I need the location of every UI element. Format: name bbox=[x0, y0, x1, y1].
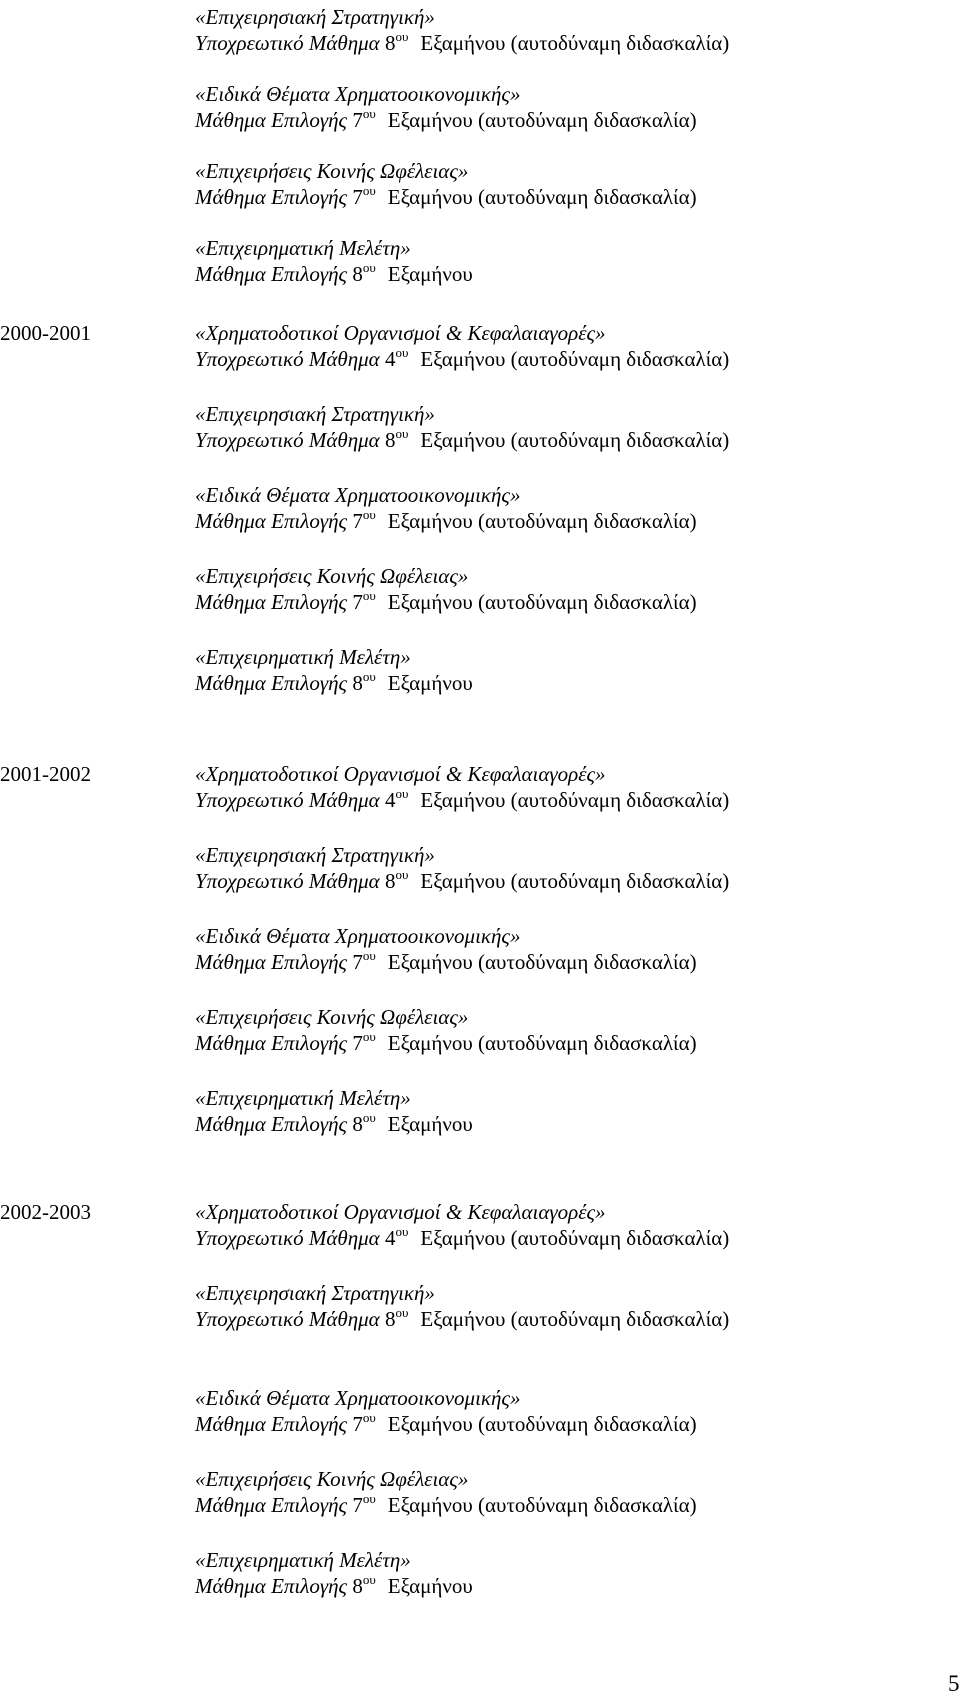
course-entry bbox=[195, 482, 697, 534]
course-type: Υποχρεωτικό Μάθημα bbox=[195, 1307, 380, 1331]
ordinal-suffix: ου bbox=[395, 345, 409, 360]
course-title: «Ειδικά Θέματα Χρηματοοικονομικής» bbox=[195, 82, 521, 106]
course-entry bbox=[195, 235, 473, 287]
semester-note: Εξαμήνου (αυτοδύναμη διδασκαλία) bbox=[387, 1412, 697, 1436]
academic-year: 2000-2001 bbox=[0, 321, 91, 345]
semester-number: 7 bbox=[347, 509, 363, 533]
course-title: «Επιχειρήσεις Κοινής Ωφέλειας» bbox=[195, 159, 469, 183]
course-title: «Επιχειρηματική Μελέτη» bbox=[195, 645, 411, 669]
semester-number: 7 bbox=[347, 1031, 363, 1055]
semester-note: Εξαμήνου (αυτοδύναμη διδασκαλία) bbox=[387, 1493, 697, 1517]
course-description bbox=[195, 670, 473, 696]
course-entry bbox=[195, 644, 473, 696]
course-type: Υποχρεωτικό Μάθημα bbox=[195, 788, 380, 812]
course-description bbox=[195, 787, 729, 813]
ordinal-suffix: ου bbox=[395, 426, 409, 441]
course-description bbox=[195, 427, 729, 453]
academic-year: 2002-2003 bbox=[0, 1200, 91, 1224]
course-type: Υποχρεωτικό Μάθημα bbox=[195, 869, 380, 893]
course-description bbox=[195, 1492, 697, 1518]
ordinal-suffix: ου bbox=[362, 260, 376, 275]
ordinal-suffix: ου bbox=[395, 1224, 409, 1239]
ordinal-suffix: ου bbox=[362, 183, 376, 198]
semester-number: 4 bbox=[379, 788, 396, 812]
ordinal-suffix: ου bbox=[362, 1029, 376, 1044]
ordinal-suffix: ου bbox=[362, 588, 376, 603]
course-type: Υποχρεωτικό Μάθημα bbox=[195, 347, 380, 371]
course-title: «Χρηματοδοτικοί Οργανισμοί & Κεφαλαιαγορές» bbox=[195, 1200, 606, 1224]
semester-number: 8 bbox=[379, 428, 396, 452]
course-type: Υποχρεωτικό Μάθημα bbox=[195, 31, 380, 55]
course-title: «Επιχειρήσεις Κοινής Ωφέλειας» bbox=[195, 1005, 469, 1029]
ordinal-suffix: ου bbox=[362, 1110, 376, 1125]
course-title: «Επιχειρηματική Μελέτη» bbox=[195, 236, 411, 260]
semester-note: Εξαμήνου (αυτοδύναμη διδασκαλία) bbox=[387, 509, 697, 533]
course-type: Μάθημα Επιλογής bbox=[195, 590, 348, 614]
course-description bbox=[195, 184, 697, 210]
ordinal-suffix: ου bbox=[362, 1572, 376, 1587]
semester-number: 8 bbox=[347, 671, 363, 695]
ordinal-suffix: ου bbox=[362, 106, 376, 121]
course-type: Μάθημα Επιλογής bbox=[195, 185, 348, 209]
course-entry bbox=[195, 842, 729, 894]
course-title: «Επιχειρηματική Μελέτη» bbox=[195, 1548, 411, 1572]
course-type: Υποχρεωτικό Μάθημα bbox=[195, 428, 380, 452]
course-entry bbox=[195, 320, 729, 372]
course-type: Μάθημα Επιλογής bbox=[195, 671, 348, 695]
course-entry bbox=[195, 401, 729, 453]
semester-number: 8 bbox=[379, 31, 396, 55]
semester-note: Εξαμήνου (αυτοδύναμη διδασκαλία) bbox=[420, 1307, 730, 1331]
semester-note: Εξαμήνου (αυτοδύναμη διδασκαλία) bbox=[387, 108, 697, 132]
semester-note: Εξαμήνου (αυτοδύναμη διδασκαλία) bbox=[387, 590, 697, 614]
course-type: Μάθημα Επιλογής bbox=[195, 1412, 348, 1436]
semester-number: 8 bbox=[379, 869, 396, 893]
course-title: «Ειδικά Θέματα Χρηματοοικονομικής» bbox=[195, 1386, 521, 1410]
course-entry bbox=[195, 563, 697, 615]
course-type: Μάθημα Επιλογής bbox=[195, 1493, 348, 1517]
semester-note: Εξαμήνου bbox=[387, 262, 473, 286]
semester-number: 8 bbox=[347, 1574, 363, 1598]
course-entry bbox=[195, 1085, 473, 1137]
ordinal-suffix: ου bbox=[395, 786, 409, 801]
semester-note: Εξαμήνου (αυτοδύναμη διδασκαλία) bbox=[420, 1226, 730, 1250]
course-description bbox=[195, 1573, 473, 1599]
semester-number: 8 bbox=[347, 262, 363, 286]
course-entry bbox=[195, 4, 729, 56]
course-entry bbox=[195, 1199, 729, 1251]
ordinal-suffix: ου bbox=[362, 669, 376, 684]
semester-number: 8 bbox=[347, 1112, 363, 1136]
course-entry bbox=[195, 1280, 729, 1332]
semester-number: 4 bbox=[379, 347, 396, 371]
semester-note: Εξαμήνου (αυτοδύναμη διδασκαλία) bbox=[387, 1031, 697, 1055]
semester-number: 4 bbox=[379, 1226, 396, 1250]
semester-number: 7 bbox=[347, 950, 363, 974]
ordinal-suffix: ου bbox=[362, 507, 376, 522]
course-description bbox=[195, 868, 729, 894]
semester-note: Εξαμήνου (αυτοδύναμη διδασκαλία) bbox=[420, 788, 730, 812]
course-description bbox=[195, 261, 473, 287]
page-number: 5 bbox=[948, 1671, 960, 1696]
semester-note: Εξαμήνου bbox=[387, 1112, 473, 1136]
course-entry bbox=[195, 761, 729, 813]
course-type: Υποχρεωτικό Μάθημα bbox=[195, 1226, 380, 1250]
course-description bbox=[195, 346, 729, 372]
course-entry bbox=[195, 923, 697, 975]
semester-note: Εξαμήνου bbox=[387, 1574, 473, 1598]
ordinal-suffix: ου bbox=[362, 1410, 376, 1425]
course-entry bbox=[195, 158, 697, 210]
course-type: Μάθημα Επιλογής bbox=[195, 950, 348, 974]
course-title: «Χρηματοδοτικοί Οργανισμοί & Κεφαλαιαγορές» bbox=[195, 762, 606, 786]
course-type: Μάθημα Επιλογής bbox=[195, 1574, 348, 1598]
semester-note: Εξαμήνου (αυτοδύναμη διδασκαλία) bbox=[420, 869, 730, 893]
semester-number: 7 bbox=[347, 185, 363, 209]
ordinal-suffix: ου bbox=[362, 948, 376, 963]
course-entry bbox=[195, 1004, 697, 1056]
semester-number: 7 bbox=[347, 108, 363, 132]
course-description bbox=[195, 30, 729, 56]
semester-note: Εξαμήνου (αυτοδύναμη διδασκαλία) bbox=[420, 428, 730, 452]
course-description bbox=[195, 1030, 697, 1056]
course-description bbox=[195, 1306, 729, 1332]
semester-note: Εξαμήνου (αυτοδύναμη διδασκαλία) bbox=[387, 950, 697, 974]
semester-note: Εξαμήνου bbox=[387, 671, 473, 695]
course-type: Μάθημα Επιλογής bbox=[195, 509, 348, 533]
ordinal-suffix: ου bbox=[395, 867, 409, 882]
semester-note: Εξαμήνου (αυτοδύναμη διδασκαλία) bbox=[420, 31, 730, 55]
course-description bbox=[195, 1111, 473, 1137]
course-description bbox=[195, 508, 697, 534]
semester-number: 8 bbox=[379, 1307, 396, 1331]
course-type: Μάθημα Επιλογής bbox=[195, 108, 348, 132]
course-title: «Επιχειρησιακή Στρατηγική» bbox=[195, 843, 435, 867]
course-entry bbox=[195, 1385, 697, 1437]
semester-number: 7 bbox=[347, 1493, 363, 1517]
semester-note: Εξαμήνου (αυτοδύναμη διδασκαλία) bbox=[387, 185, 697, 209]
course-title: «Επιχειρηματική Μελέτη» bbox=[195, 1086, 411, 1110]
semester-note: Εξαμήνου (αυτοδύναμη διδασκαλία) bbox=[420, 347, 730, 371]
course-description bbox=[195, 1225, 729, 1251]
course-entry bbox=[195, 81, 697, 133]
ordinal-suffix: ου bbox=[395, 29, 409, 44]
course-type: Μάθημα Επιλογής bbox=[195, 1112, 348, 1136]
academic-year: 2001-2002 bbox=[0, 762, 91, 786]
course-title: «Επιχειρησιακή Στρατηγική» bbox=[195, 5, 435, 29]
course-entry bbox=[195, 1466, 697, 1518]
ordinal-suffix: ου bbox=[362, 1491, 376, 1506]
course-description bbox=[195, 949, 697, 975]
ordinal-suffix: ου bbox=[395, 1305, 409, 1320]
course-title: «Χρηματοδοτικοί Οργανισμοί & Κεφαλαιαγορές» bbox=[195, 321, 606, 345]
course-title: «Επιχειρησιακή Στρατηγική» bbox=[195, 1281, 435, 1305]
course-title: «Ειδικά Θέματα Χρηματοοικονομικής» bbox=[195, 483, 521, 507]
course-title: «Ειδικά Θέματα Χρηματοοικονομικής» bbox=[195, 924, 521, 948]
course-type: Μάθημα Επιλογής bbox=[195, 1031, 348, 1055]
course-title: «Επιχειρησιακή Στρατηγική» bbox=[195, 402, 435, 426]
course-description bbox=[195, 107, 697, 133]
course-title: «Επιχειρήσεις Κοινής Ωφέλειας» bbox=[195, 1467, 469, 1491]
semester-number: 7 bbox=[347, 590, 363, 614]
course-description bbox=[195, 1411, 697, 1437]
course-description bbox=[195, 589, 697, 615]
semester-number: 7 bbox=[347, 1412, 363, 1436]
course-entry bbox=[195, 1547, 473, 1599]
course-title: «Επιχειρήσεις Κοινής Ωφέλειας» bbox=[195, 564, 469, 588]
course-type: Μάθημα Επιλογής bbox=[195, 262, 348, 286]
